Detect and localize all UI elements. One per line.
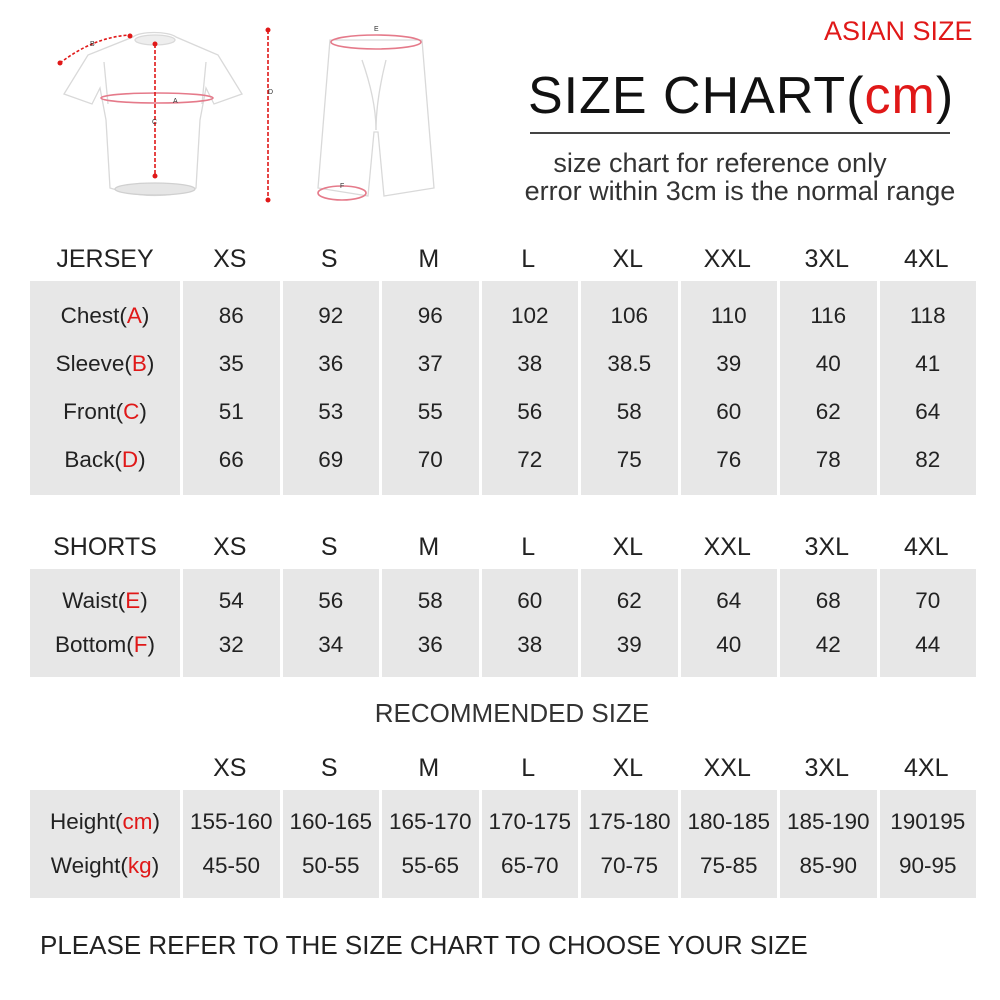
shorts-column-l: [479, 569, 579, 677]
size-header-3xl: 3XL: [804, 753, 849, 782]
title-unit: cm: [864, 67, 936, 125]
table-cell: 56: [318, 587, 344, 613]
page-title: [528, 66, 954, 126]
table-cell: 70: [417, 447, 443, 472]
table-cell: 116: [810, 303, 847, 328]
table-cell: 38.5: [607, 351, 652, 376]
table-cell: 32: [218, 632, 244, 658]
recommended-header-row: [30, 746, 976, 790]
table-cell: 39: [716, 351, 742, 376]
row-label-name: Back: [64, 447, 115, 472]
table-cell: 82: [915, 447, 941, 472]
row-label-weight: Weight(kg): [50, 853, 160, 879]
recommended-table-body: [30, 790, 976, 898]
table-cell: 50-55: [301, 853, 360, 879]
recommended-column-m: [379, 790, 479, 898]
table-cell: 69: [318, 447, 344, 472]
table-cell: 106: [610, 303, 649, 328]
size-header-xl: XL: [612, 532, 644, 561]
subtitle-reference: size chart for reference only: [553, 148, 887, 178]
row-label-name: Front: [63, 399, 116, 424]
size-header-xs: XS: [213, 244, 247, 273]
shorts-column-xs: [180, 569, 280, 677]
size-header-4xl: 4XL: [904, 532, 949, 561]
size-header-3xl: 3XL: [804, 532, 849, 561]
size-header-xs: XS: [213, 753, 247, 782]
size-header-xs: XS: [213, 532, 247, 561]
label-f: F: [340, 183, 345, 190]
size-header-xxl: XXL: [703, 244, 751, 273]
row-label-name: Sleeve: [55, 351, 125, 376]
table-cell: 60: [517, 587, 543, 613]
shorts-header-row: [30, 525, 976, 569]
label-d: D: [268, 89, 274, 96]
row-label-name: Bottom: [54, 632, 127, 658]
title-paren-close: ): [935, 67, 955, 125]
table-cell: 54: [218, 587, 244, 613]
table-cell: 75-85: [699, 853, 758, 879]
row-label-code: C: [123, 399, 140, 424]
table-cell: 45-50: [202, 853, 261, 879]
table-cell: 42: [815, 632, 841, 658]
row-label-back: Back(D): [64, 447, 146, 472]
row-label-code: E: [125, 587, 141, 613]
shorts-column-4xl: [877, 569, 977, 677]
title-main: SIZE CHART: [528, 67, 847, 125]
label-c: C: [152, 119, 158, 126]
table-cell: 85-90: [799, 853, 858, 879]
recommended-row-labels: [30, 790, 180, 898]
table-cell: 175-180: [587, 808, 671, 834]
table-cell: 40: [716, 632, 742, 658]
table-cell: 68: [815, 587, 841, 613]
row-label-code: kg: [127, 853, 152, 879]
table-cell: 53: [318, 399, 344, 424]
table-cell: 65-70: [500, 853, 559, 879]
size-header-l: L: [521, 244, 536, 273]
jersey-column-xs: [180, 281, 280, 495]
jersey-heading: JERSEY: [56, 244, 154, 273]
table-cell: 70: [915, 587, 941, 613]
table-cell: 75: [616, 447, 642, 472]
footer-note: PLEASE REFER TO THE SIZE CHART TO CHOOSE YOUR SIZE: [40, 930, 808, 960]
row-label-height: Height(cm): [49, 808, 161, 834]
size-header-4xl: 4XL: [904, 753, 949, 782]
jersey-column-xl: [578, 281, 678, 495]
size-header-s: S: [320, 244, 338, 273]
table-cell: 58: [417, 587, 443, 613]
row-label-code: A: [126, 303, 142, 328]
row-label-name: Chest: [60, 303, 120, 328]
recommended-size-title: RECOMMENDED SIZE: [374, 698, 650, 728]
size-header-m: M: [418, 244, 440, 273]
shorts-column-3xl: [777, 569, 877, 677]
table-cell: 64: [716, 587, 742, 613]
table-cell: 60: [716, 399, 742, 424]
table-cell: 102: [510, 303, 549, 328]
size-header-3xl: 3XL: [804, 244, 849, 273]
recommended-column-l: [479, 790, 579, 898]
label-e: E: [374, 26, 379, 33]
shorts-row-labels: [30, 569, 180, 677]
shorts-column-m: [379, 569, 479, 677]
table-cell: 70-75: [600, 853, 659, 879]
jersey-column-xxl: [678, 281, 778, 495]
table-cell: 40: [815, 351, 841, 376]
jersey-column-m: [379, 281, 479, 495]
recommended-size-table: [30, 746, 976, 898]
table-cell: 41: [915, 351, 941, 376]
jersey-drawing: [64, 33, 242, 196]
recommended-column-xl: [578, 790, 678, 898]
table-cell: 66: [218, 447, 244, 472]
shorts-size-table: [30, 525, 976, 677]
label-a: A: [173, 98, 178, 105]
jersey-column-s: [280, 281, 380, 495]
jersey-column-l: [479, 281, 579, 495]
recommended-column-s: [280, 790, 380, 898]
table-cell: 36: [417, 632, 443, 658]
size-header-m: M: [418, 753, 440, 782]
garment-illustration: [0, 0, 460, 225]
size-header-m: M: [418, 532, 440, 561]
row-label-chest: Chest(A): [60, 303, 150, 328]
table-cell: 44: [915, 632, 941, 658]
table-cell: 55-65: [401, 853, 460, 879]
table-cell: 62: [616, 587, 642, 613]
shorts-heading: SHORTS: [53, 532, 157, 561]
table-cell: 90-95: [898, 853, 957, 879]
table-cell: 51: [218, 399, 244, 424]
jersey-size-table: [30, 237, 976, 495]
table-cell: 110: [710, 303, 747, 328]
table-cell: 155-160: [189, 808, 273, 834]
shorts-column-xxl: [678, 569, 778, 677]
label-b: B: [90, 41, 95, 48]
table-cell: 92: [318, 303, 344, 328]
asian-size-badge: ASIAN SIZE: [824, 16, 973, 46]
subtitle-error-range: error within 3cm is the normal range: [524, 176, 956, 206]
table-cell: 38: [517, 632, 543, 658]
table-cell: 36: [318, 351, 344, 376]
recommended-column-xxl: [678, 790, 778, 898]
size-header-4xl: 4XL: [904, 244, 949, 273]
table-cell: 96: [417, 303, 443, 328]
title-underline: [530, 132, 950, 134]
shorts-column-s: [280, 569, 380, 677]
shorts-table-body: [30, 569, 976, 677]
recommended-column-4xl: [877, 790, 977, 898]
size-header-l: L: [521, 532, 536, 561]
row-label-code: D: [121, 447, 139, 472]
table-cell: 72: [517, 447, 543, 472]
table-cell: 39: [616, 632, 642, 658]
row-label-waist: Waist(E): [62, 587, 148, 613]
jersey-column-3xl: [777, 281, 877, 495]
jersey-header-row: [30, 237, 976, 281]
row-label-name: Height: [49, 808, 116, 834]
jersey-table-body: [30, 281, 976, 495]
table-cell: 118: [909, 303, 946, 328]
table-cell: 185-190: [786, 808, 870, 834]
table-cell: 76: [716, 447, 742, 472]
row-label-bottom: Bottom(F): [54, 632, 156, 658]
table-cell: 160-165: [289, 808, 373, 834]
size-header-s: S: [320, 753, 338, 782]
table-cell: 55: [417, 399, 443, 424]
row-label-front: Front(C): [63, 399, 147, 424]
table-cell: 35: [218, 351, 244, 376]
shorts-drawing: [318, 40, 434, 196]
table-cell: 34: [318, 632, 344, 658]
table-cell: 38: [517, 351, 543, 376]
table-cell: 165-170: [388, 808, 472, 834]
row-label-name: Weight: [50, 853, 121, 879]
table-cell: 170-175: [488, 808, 572, 834]
row-label-code: B: [131, 351, 147, 376]
shorts-column-xl: [578, 569, 678, 677]
table-cell: 78: [815, 447, 841, 472]
table-cell: 180-185: [687, 808, 771, 834]
size-header-xxl: XXL: [703, 532, 751, 561]
recommended-column-xs: [180, 790, 280, 898]
table-cell: 37: [417, 351, 443, 376]
size-header-s: S: [320, 532, 338, 561]
row-label-code: cm: [122, 808, 153, 834]
table-cell: 56: [517, 399, 543, 424]
table-cell: 62: [815, 399, 841, 424]
row-label-sleeve: Sleeve(B): [55, 351, 155, 376]
recommended-column-3xl: [777, 790, 877, 898]
table-cell: 64: [915, 399, 941, 424]
size-header-xxl: XXL: [703, 753, 751, 782]
size-header-xl: XL: [612, 753, 644, 782]
table-cell: 190195: [890, 808, 966, 834]
table-cell: 58: [616, 399, 642, 424]
row-label-name: Waist: [62, 587, 118, 613]
size-header-xl: XL: [612, 244, 644, 273]
jersey-column-4xl: [877, 281, 977, 495]
table-cell: 86: [218, 303, 244, 328]
jersey-row-labels: [30, 281, 180, 495]
row-label-code: F: [133, 632, 148, 658]
size-header-l: L: [521, 753, 536, 782]
title-paren-open: (: [846, 67, 865, 125]
